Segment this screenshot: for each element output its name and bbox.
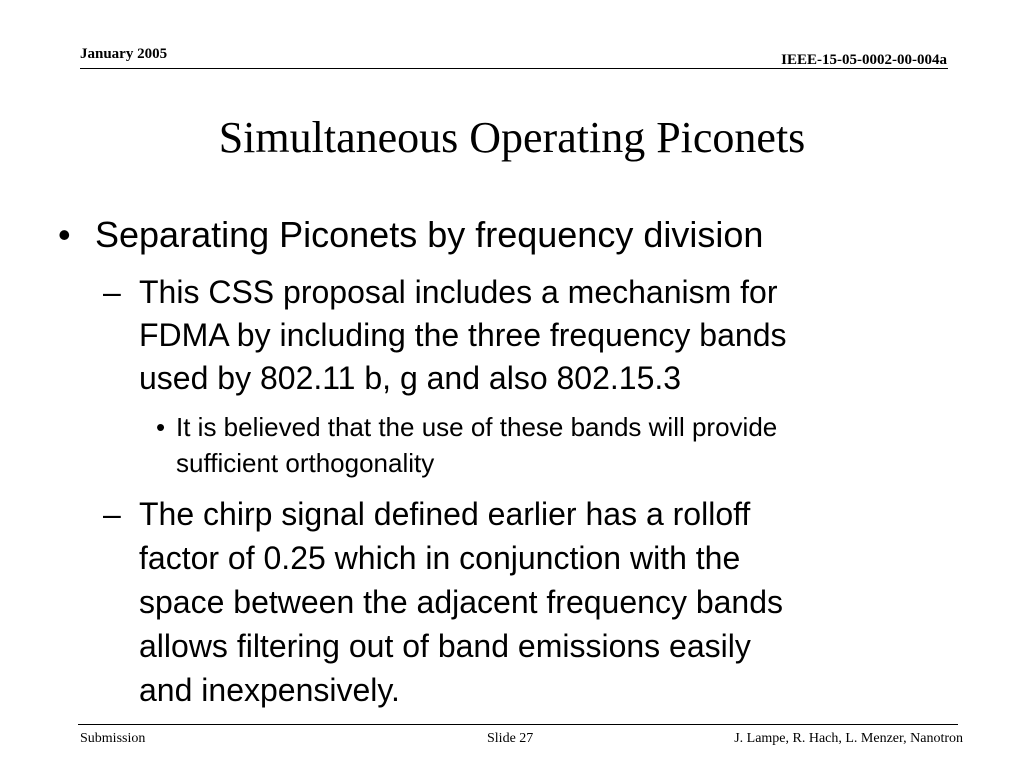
text-line: factor of 0.25 which in conjunction with the	[139, 540, 741, 576]
slide-number: Slide 27	[487, 731, 534, 746]
sub-bullet-text	[139, 492, 783, 712]
dash-marker: –	[103, 274, 121, 310]
header-date: January 2005	[80, 46, 168, 62]
footer-submission: Submission	[80, 731, 146, 746]
header-divider	[80, 68, 948, 69]
bullet-text: Separating Piconets by frequency division	[95, 214, 764, 255]
bullet-marker: •	[156, 412, 166, 442]
text-line: It is believed that the use of these bands will provide	[176, 412, 778, 442]
header-document-id: IEEE-15-05-0002-00-004a	[781, 52, 947, 68]
text-line: The chirp signal defined earlier has a rolloff	[139, 496, 751, 532]
bullet-marker: •	[58, 214, 71, 255]
text-line: space between the adjacent frequency bands	[139, 584, 784, 620]
slide-title: Simultaneous Operating Piconets	[218, 113, 806, 162]
sub-bullet-text	[139, 271, 786, 400]
footer-authors: J. Lampe, R. Hach, L. Menzer, Nanotron	[734, 731, 963, 746]
sub-sub-bullet-text	[176, 409, 777, 481]
footer-divider	[78, 724, 958, 725]
text-line: This CSS proposal includes a mechanism for	[139, 274, 778, 310]
dash-marker: –	[103, 496, 121, 532]
text-line: allows filtering out of band emissions easily	[139, 628, 751, 664]
text-line: and inexpensively.	[139, 672, 400, 708]
text-line: FDMA by including the three frequency bands	[139, 317, 787, 353]
text-line: sufficient orthogonality	[176, 448, 435, 478]
text-line: used by 802.11 b, g and also 802.15.3	[139, 360, 682, 396]
